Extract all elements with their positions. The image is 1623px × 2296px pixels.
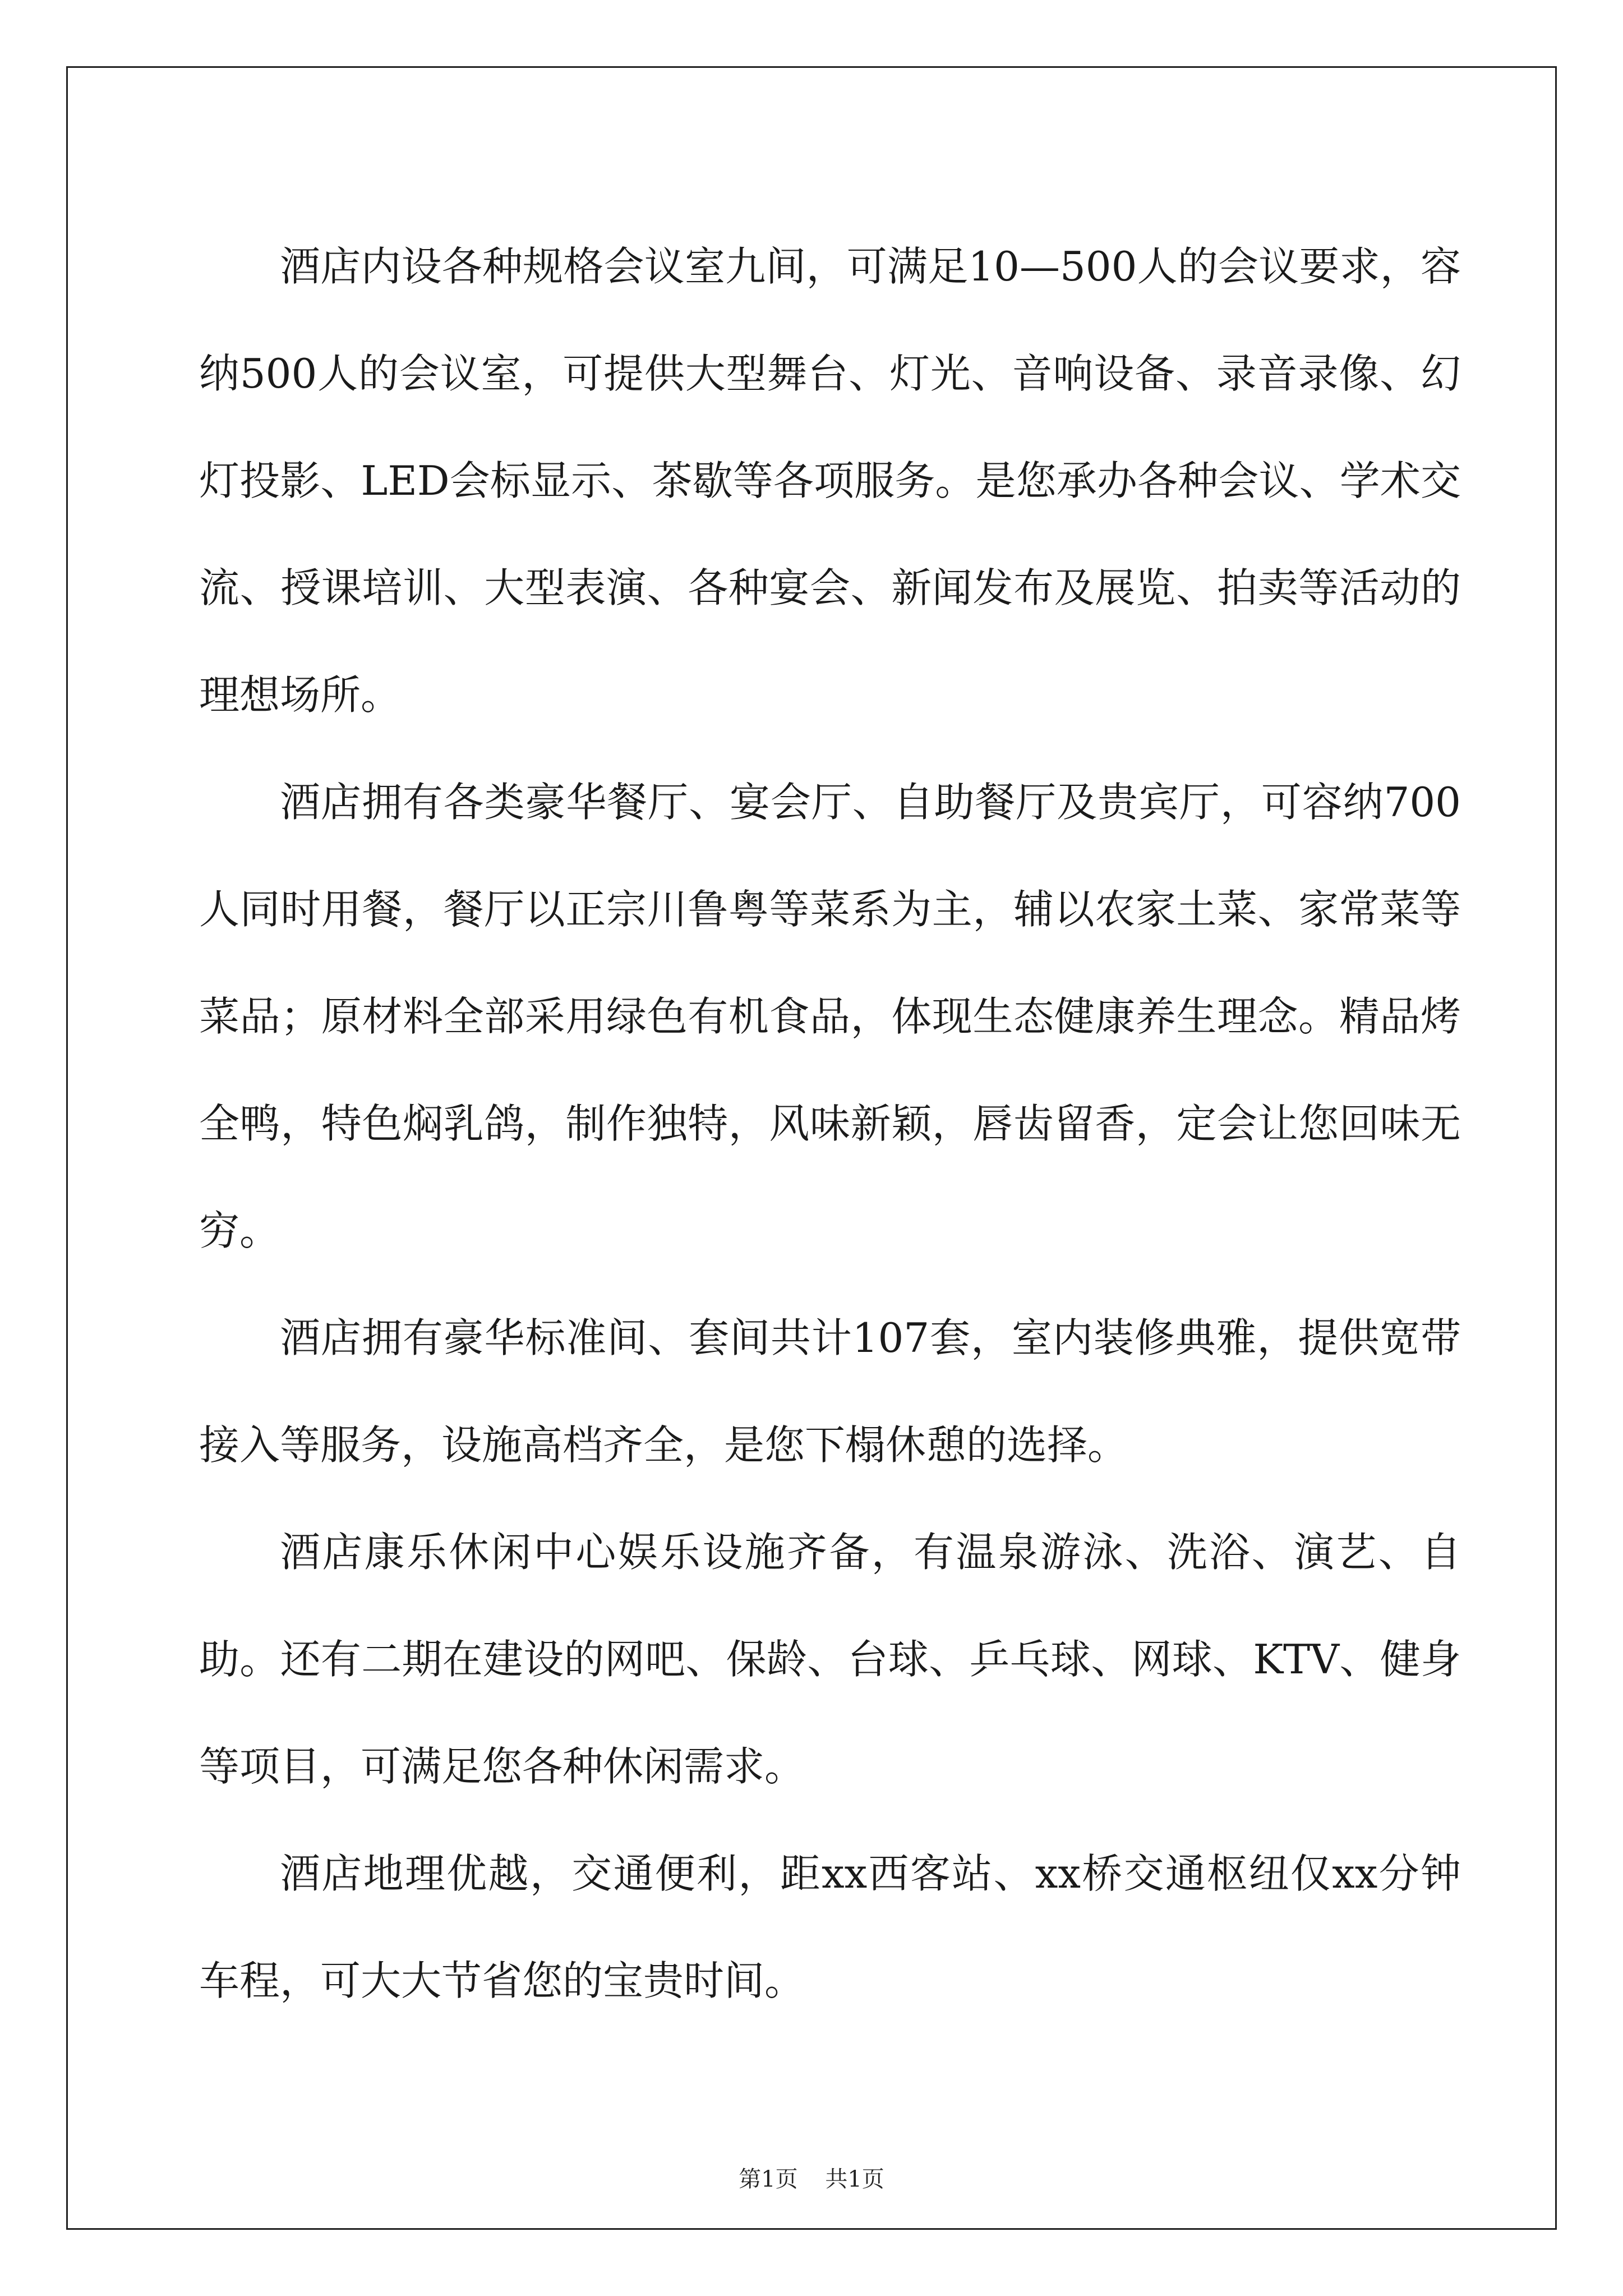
paragraph-recreation: 酒店康乐休闲中心娱乐设施齐备，有温泉游泳、洗浴、演艺、自助。还有二期在建设的网吧、保龄、台球、乒乓球、网球、KTV、健身等项目，可满足您各种休闲需求。: [199, 1529, 1461, 1790]
page-number: 第1页: [739, 2166, 798, 2192]
paragraph-meeting-rooms: 酒店内设各种规格会议室九间，可满足10—500人的会议要求，容纳500人的会议室，可提供大型舞台、灯光、音响设备、录音录像、幻灯投影、LED会标显示、茶歇等各项服务。是您承办各种会议、学术交流、授课培训、大型表演、各种宴会、新闻发布及展览、拍卖等活动的理想场所。: [199, 243, 1461, 719]
paragraph-rooms: 酒店拥有豪华标准间、套间共计107套，室内装修典雅，提供宽带接入等服务，设施高档齐全，是您下榻休憩的选择。: [199, 1314, 1461, 1469]
paragraph-location: 酒店地理优越，交通便利，距xx西客站、xx桥交通枢纽仅xx分钟车程，可大大节省您的宝贵时间。: [199, 1850, 1461, 2004]
page-total: 共1页: [825, 2166, 884, 2192]
document-body: [199, 213, 1461, 2035]
page-footer: [0, 2162, 1623, 2196]
paragraph-dining: 酒店拥有各类豪华餐厅、宴会厅、自助餐厅及贵宾厅，可容纳700人同时用餐，餐厅以正宗川鲁粤等菜系为主，辅以农家土菜、家常菜等菜品；原材料全部采用绿色有机食品，体现生态健康养生理念。精品烤全鸭，特色焖乳鸽，制作独特，风味新颖，唇齿留香，定会让您回味无穷。: [199, 779, 1461, 1254]
